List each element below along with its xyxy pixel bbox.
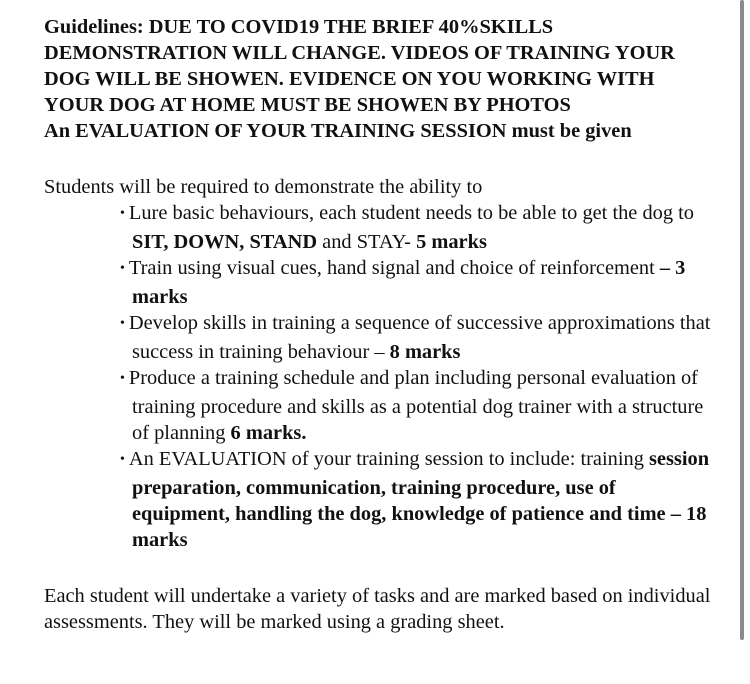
- bullet-icon: •: [120, 206, 125, 221]
- criterion-evaluation: • An EVALUATION of your training session to include: training session preparation, communication, training procedure, use of equipment, handling the dog, knowledge of patience and time – 18 marks: [120, 448, 710, 551]
- intro-text: Students will be required to demonstrate the ability to: [44, 176, 483, 198]
- scrollbar[interactable]: [740, 0, 744, 640]
- guidelines-heading: Guidelines: DUE TO COVID19 THE BRIEF 40%SKILLS DEMONSTRATION WILL CHANGE. VIDEOS OF TRAINING YOUR DOG WILL BE SHOWEN. EVIDENCE ON YOU WORKING WITH YOUR DOG AT HOME MUST BE SHOWEN BY PHOTOS: [44, 16, 675, 116]
- closing-text: Each student will undertake a variety of tasks and are marked based on individual assessments. They will be marked using a grading sheet.: [44, 585, 711, 633]
- criterion-training-schedule: • Produce a training schedule and plan including personal evaluation of training procedure and skills as a potential dog trainer with a structure of planning 6 marks.: [120, 367, 704, 444]
- bullet-icon: •: [120, 261, 125, 276]
- criterion-lure-behaviours: • Lure basic behaviours, each student needs to be able to get the dog to SIT, DOWN, STAND and STAY- 5 marks: [120, 202, 694, 253]
- bullet-icon: •: [120, 316, 125, 331]
- criterion-successive-approximations: • Develop skills in training a sequence of successive approximations that success in training behaviour – 8 marks: [120, 312, 711, 363]
- document-body: [44, 14, 714, 635]
- scrollbar-thumb[interactable]: [740, 0, 744, 640]
- criteria-list: [44, 200, 714, 553]
- bullet-icon: •: [120, 371, 125, 386]
- criterion-visual-cues: • Train using visual cues, hand signal and choice of reinforcement – 3 marks: [120, 257, 686, 308]
- bullet-icon: •: [120, 452, 125, 467]
- evaluation-requirement: An EVALUATION OF YOUR TRAINING SESSION must be given: [44, 120, 632, 142]
